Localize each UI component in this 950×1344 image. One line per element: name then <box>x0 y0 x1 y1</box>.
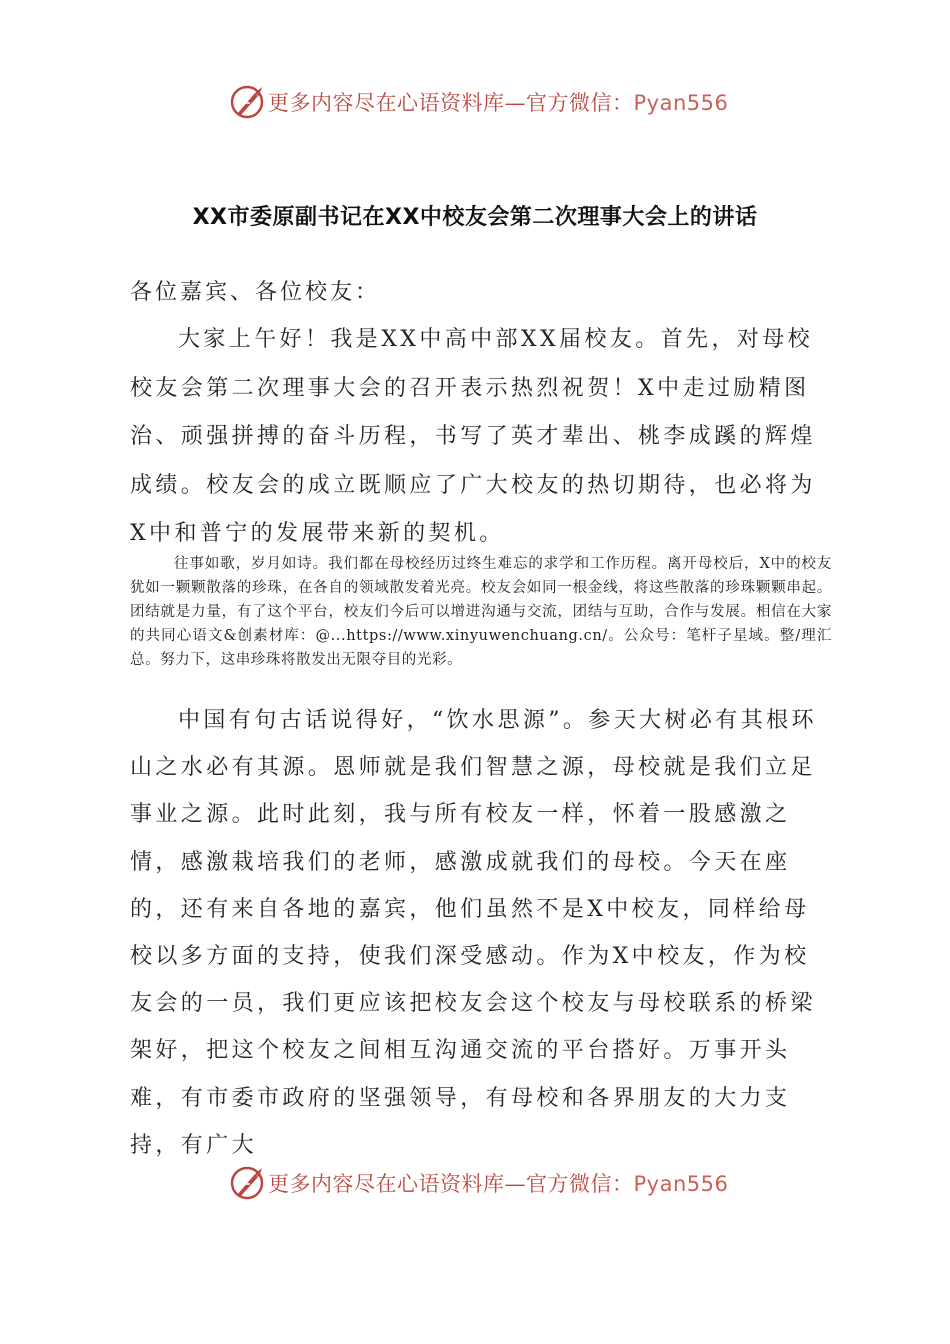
banner-wechat-label: 官方微信： <box>526 1172 634 1196</box>
banner-separator: — <box>504 1172 526 1196</box>
banner-wechat-label: 官方微信： <box>526 91 634 115</box>
quill-pen-logo-icon <box>228 83 266 121</box>
banner-main-text: 更多内容尽在心语资料库 <box>268 1172 505 1196</box>
footer-banner <box>228 1163 788 1203</box>
quill-pen-logo-icon <box>228 1164 266 1202</box>
banner-text <box>268 87 728 117</box>
banner-text <box>268 1168 728 1198</box>
document-title: XX市委原副书记在XX中校友会第二次理事大会上的讲话 <box>192 205 758 230</box>
banner-main-text: 更多内容尽在心语资料库 <box>268 91 505 115</box>
header-banner <box>228 82 788 122</box>
salutation: 各位嘉宾、各位校友： <box>130 280 381 305</box>
paragraph-1: 大家上午好！我是XX中高中部XX届校友。首先，对母校校友会第二次理事大会的召开表示热烈祝贺！X中走过励精图治、顽强拼搏的奋斗历程，书写了英才辈出、桃李成蹊的辉煌成绩。校友会的成立既顺应了广大校友的热切期待，也必将为X中和普宁的发展带来新的契机。 <box>130 327 816 546</box>
paragraph-3: 中国有句古话说得好，“饮水思源”。参天大树必有其根环山之水必有其源。恩师就是我们智慧之源，母校就是我们立足事业之源。此时此刻，我与所有校友一样，怀着一股感激之情，感激栽培我们的老师，感激成就我们的母校。今天在座的，还有来自各地的嘉宾，他们虽然不是X中校友，同样给母校以多方面的支持，使我们深受感动。作为X中校友，作为校友会的一员，我们更应该把校友会这个校友与母校联系的桥梁架好，把这个校友之间相互沟通交流的平台搭好。万事开头难，有市委市政府的坚强领导，有母校和各界朋友的大力支持，有广大 <box>130 708 817 1158</box>
banner-separator: — <box>504 91 526 115</box>
banner-wechat-id: Pyan556 <box>633 91 729 115</box>
paragraph-2: 往事如歌，岁月如诗。我们都在母校经历过终生难忘的求学和工作历程。离开母校后，X中的校友犹如一颗颗散落的珍珠，在各自的领域散发着光亮。校友会如同一根金线，将这些散落的珍珠颗颗串起。团结就是力量，有了这个平台，校友们今后可以增进沟通与交流，团结与互助，合作与发展。相信在大家的共同心语文&创素材库：@...https://www.xinyuwenchuang.cn/。公众号：笔杆子星域。整/理汇总。努力下，这串珍珠将散发出无限夺目的光彩。 <box>130 556 832 668</box>
banner-wechat-id: Pyan556 <box>633 1172 729 1196</box>
